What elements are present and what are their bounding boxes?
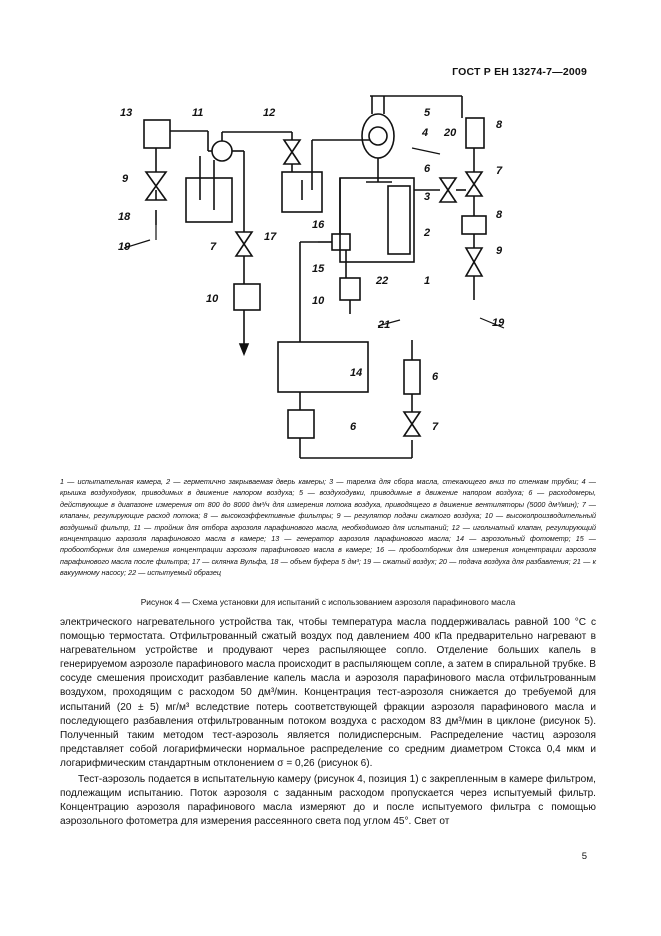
label-20: 20 (444, 127, 457, 139)
figure-caption: Рисунок 4 — Схема установки для испытаний с использованием аэрозоля парафинового масла (140, 597, 516, 607)
label-18: 18 (118, 211, 131, 223)
label-2: 2 (424, 227, 431, 239)
label-22: 22 (376, 275, 389, 287)
label-6c: 6 (350, 421, 357, 433)
label-5: 5 (424, 107, 431, 119)
aerosol-generator (144, 120, 170, 148)
test-chamber (340, 178, 414, 262)
label-3: 3 (424, 191, 431, 203)
label-7a: 7 (496, 165, 503, 177)
label-14: 14 (350, 367, 363, 379)
sampling-probe-16 (332, 234, 350, 250)
body-text (60, 616, 596, 829)
label-8a: 8 (496, 119, 503, 131)
label-9a: 9 (122, 173, 129, 185)
flowmeter-mid (404, 360, 420, 394)
label-7c: 7 (432, 421, 439, 433)
label-13: 13 (120, 107, 133, 119)
label-6b: 6 (432, 371, 439, 383)
label-6a: 6 (424, 163, 431, 175)
label-4: 4 (422, 127, 429, 139)
document-header: ГОСТ Р ЕН 13274-7—2009 (452, 66, 587, 78)
paragraph-1: электрического нагревательного устройства так, чтобы температура масла поддерживалась равной 100 °С с помощью термостата. Отфильтрованный сжатый воздух под давлением 400 кПа предварительно нагревают в нагревательном устройстве и продувают через распыляющее сопло. Отделение больших капель в генерируемом аэрозоле парафинового масла происходит в распыляющем сопле, а затем в спиральной трубке. В сосуде смешения происходит разбавление капель масла и аэрозоля парафинового масла отфильтрованным воздухом, проходящим с расходом 50 дм³/мин. Концентрация тест-аэрозоля снижается до требуемой для испытаний (20 ± 5) мг/м³ вследствие потерь соответствующей фракции аэрозоля парафинового масла и последующего разбавления отфильтрованным потоком воздуха с расходом 83 дм³/мин в циклоне (рисунок 5). Полученный таким методом тест-аэрозоль является полидисперсным. Распределение частиц аэрозоля представляет собой логарифмически нормальное распределение со средним диаметром Стокса 0,4 мкм и логарифмическим стандартным отклонением σ = 0,26 (рисунок 6). (60, 617, 596, 769)
label-17: 17 (264, 231, 277, 243)
air-filter-right (340, 278, 360, 300)
page-number: 5 (581, 851, 587, 862)
label-15: 15 (312, 263, 325, 275)
buffer-volume (186, 178, 232, 222)
sampling-tee (212, 141, 232, 161)
label-10a: 10 (206, 293, 219, 305)
label-7b: 7 (210, 241, 217, 253)
air-filter-left (234, 284, 260, 310)
flowmeter-top (466, 118, 484, 148)
label-21: 21 (378, 319, 391, 331)
label-12: 12 (263, 107, 276, 119)
label-9b: 9 (496, 245, 503, 257)
figure-legend: 1 — испытательная камера, 2 — герметично закрываемая дверь камеры; 3 — тарелка для сбора масла, стекающего вниз по стенкам трубки; 4 — крышка воздуходувок, приводимых в движение напором воздуха; 5 — воздуходувки, приводимые в движение напором воздуха; 6 — расходомеры, действующие в диапазоне измерения от 800 до 8000 дм³/ч для измерения потока воздуха, приводящего в движение вентиляторы (5000 дм³/мин); 7 — клапаны, регулирующие расход потока; 8 — высокоэффективные фильтры; 9 — регулятор подачи сжатого воздуха; 10 — высокопроизводительный воздушный фильтр, 11 — тройник для отбора аэрозоля парафинового масла, необходимого для испытаний; 12 — игольчатый клапан, регулирующий концентрацию аэрозоля парафинового масла в камере; 13 — генератор аэрозоля парафинового масла; 14 — аэрозольный фотометр; 15 — пробоотборник для измерения концентрации аэрозоля парафинового масла в камере; 16 — пробоотборник для измерения концентрации аэрозоля парафинового масла после фильтра; 17 — склянка Вульфа, 18 — объем буфера 5 дм³; 19 — сжатый воздух; 20 — подача воздуха для разбавления; 21 — к вакуумному насосу; 22 — испытуемый образец (60, 477, 596, 578)
paragraph-2: Тест-аэрозоль подается в испытательную камеру (рисунок 4, позиция 1) с закрепленным в камере фильтром, подлежащим испытанию. Поток аэрозоля с заданным расходом пропускается через испытуемый фильтр. Концентрацию аэрозоля парафинового масла измеряют до и после испытуемого фильтра с помощью аэрозольного фотометра для измерения рассеянного света под углом 45°. Свет от (60, 774, 596, 828)
flowmeter-bottom (288, 410, 314, 438)
label-10b: 10 (312, 295, 325, 307)
label-19b: 19 (492, 317, 505, 329)
label-1: 1 (424, 275, 431, 287)
label-11: 11 (192, 107, 204, 119)
label-8b: 8 (496, 209, 503, 221)
label-16: 16 (312, 219, 325, 231)
hepa-filter (462, 216, 486, 234)
blowers (362, 114, 394, 158)
label-19a: 19 (118, 241, 131, 253)
chamber-door (388, 186, 410, 254)
